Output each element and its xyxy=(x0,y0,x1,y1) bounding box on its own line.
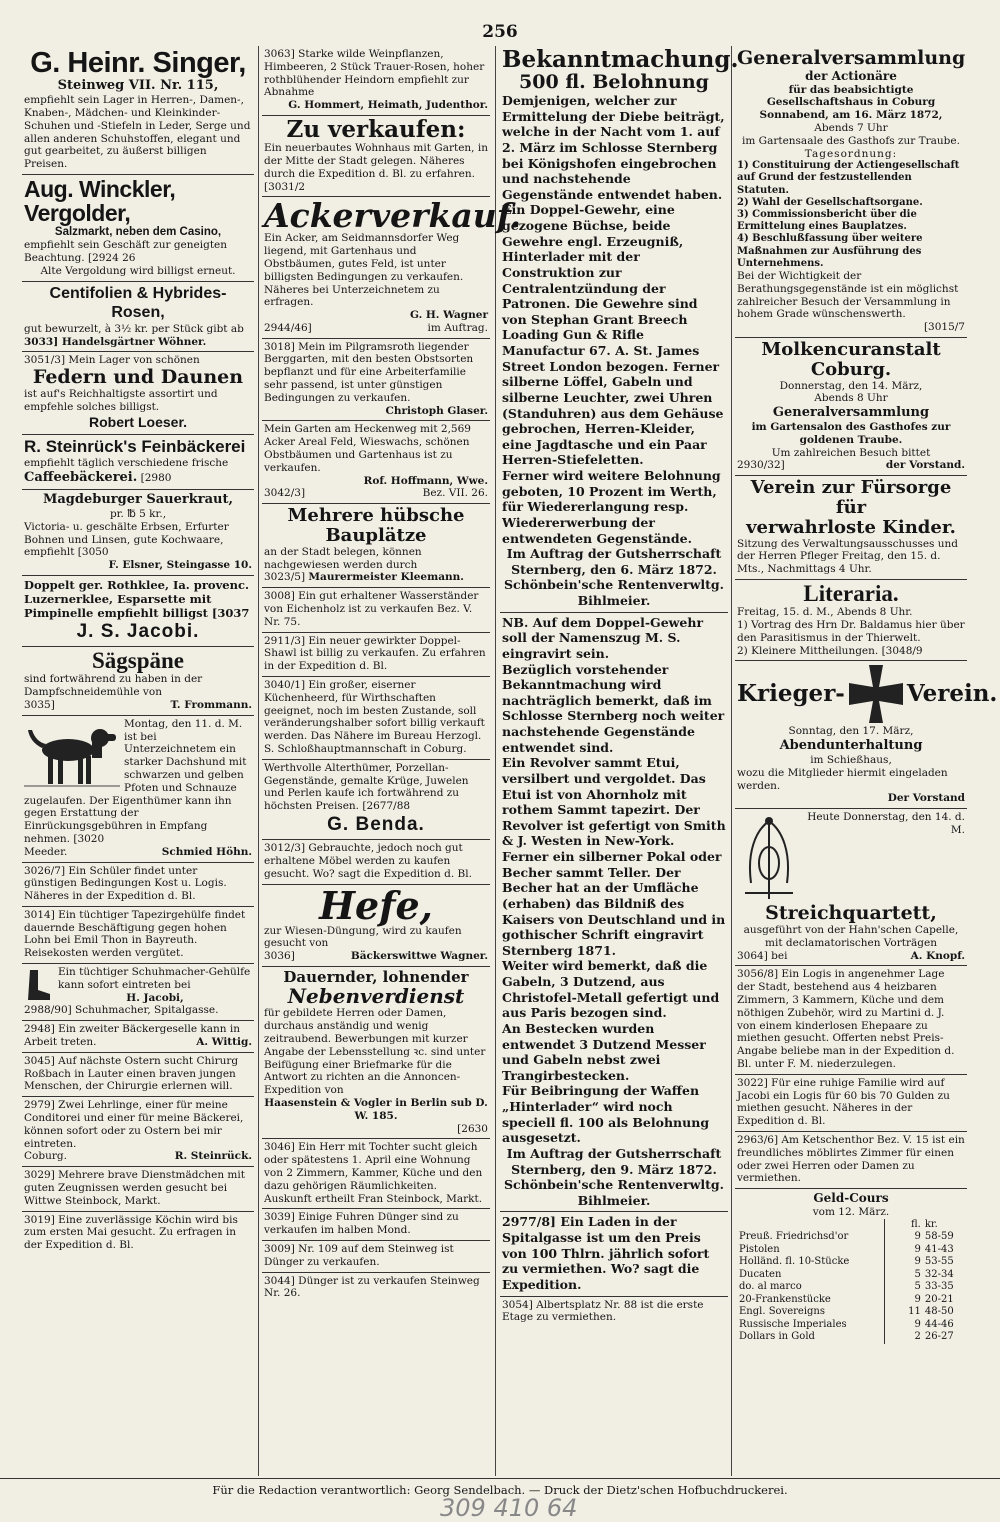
rate-kr: 20-21 xyxy=(924,1293,954,1305)
ad-title-2: verwahrloste Kinder. xyxy=(746,516,956,538)
ad-event: Generalversammlung xyxy=(772,405,930,421)
ad-text: zur Wiesen-Düngung, wird zu kaufen gesucht von xyxy=(264,924,462,950)
ad-date: Donnerstag, den 14. März, xyxy=(779,379,923,392)
rate-row xyxy=(737,1244,965,1257)
ad-text: 3014] Ein tüchtiger Tapezirgehülfe findet dauernde Beschäftigung gegen hohen Lohn bei Emil Thon in Bayreuth. Reisekosten werden vergütet. xyxy=(24,908,246,960)
ad-text: 3056/8] Ein Logis in angenehmer Lage der Stadt, bestehend aus 4 heizbaren Zimmern, 3 Kammern, Küche und dem nöthigen Zubehör, wird zu Martini d. J. von einem kinderlosen Ehepaare zu miethen gesucht. Offerten nebst Preis-Angabe beliebe man in der Expedition d. Bl. unter F. M. niederzulegen. xyxy=(737,968,955,1071)
ad-title: Hefe, xyxy=(319,882,433,928)
ad-text: 3044] Dünger ist zu verkaufen Steinweg Nr. 26. xyxy=(264,1274,480,1300)
notice-paragraph: Bezüglich vorstehender Bekanntmachung wird nachträglich bemerkt, daß im Schlosse Sternberg noch weiter nachstehende Gegenstände entwendet sind. xyxy=(502,661,725,755)
ad-place: im Gartensaale des Gasthofs zur Traube. xyxy=(742,134,960,147)
ad-laden xyxy=(500,1212,728,1296)
ad-garten xyxy=(262,421,490,504)
ad-item: 2) Kleinere Mittheilungen. [3048/9 xyxy=(737,644,923,657)
ad-wasserstaender xyxy=(262,588,490,632)
rate-kr: 41-43 xyxy=(924,1243,954,1255)
ad-kuechenheerd xyxy=(262,677,490,760)
ad-centifolien xyxy=(22,282,254,353)
column-4 xyxy=(735,46,998,1476)
notice-signature: Schönbein'sche Rentenverwltg. xyxy=(504,1177,724,1193)
ad-title-2: Rosen, xyxy=(111,304,165,322)
ad-zu-verkaufen xyxy=(262,116,490,197)
ad-tapezierer xyxy=(22,907,254,964)
rate-head-fl: fl. xyxy=(884,1219,923,1232)
ad-text: Ein tüchtiger Schuhmacher-Gehülfe kann sofort eintreten bei xyxy=(58,966,251,991)
ad-code: 2944/46] xyxy=(264,321,312,334)
ad-koechin xyxy=(22,1212,254,1255)
notice-paragraph: Ferner ein silberner Pokal oder Becher sammt Teller. Der Becher hat an der Umfläche (erhaben) das Bildniß des Kaisers von Deutschland und in gothischer Schrift eingravirt Sternberg 1871. xyxy=(502,849,726,958)
ad-place: im Schießhaus, xyxy=(810,753,892,766)
ad-text: gut bewurzelt, à 3½ kr. per Stück gibt ab xyxy=(24,322,244,335)
ad-duenger-2 xyxy=(262,1241,490,1273)
ad-wohnung xyxy=(262,1139,490,1209)
cours-title: Geld-Cours xyxy=(813,1191,889,1206)
rate-fl: 11 xyxy=(884,1306,923,1319)
agenda-item: 2) Wahl der Gesellschaftsorgane. xyxy=(737,196,923,208)
ad-code: [3015/7 xyxy=(923,321,965,334)
ad-text: ist auf's Reichhaltigste assortirt und empfehle solches billigst. xyxy=(24,388,218,413)
ad-title: Literaria. xyxy=(803,580,899,606)
cours-date: vom 12. März. xyxy=(812,1205,890,1218)
ad-signature: T. Frommann. xyxy=(170,698,252,711)
column-2 xyxy=(262,46,522,1476)
ad-item: 1) Vortrag des Hrn Dr. Baldamus hier über den Parasitismus in der Thierwelt. xyxy=(737,618,965,644)
ad-logis-1 xyxy=(735,966,967,1074)
ad-text: 3040/1] Ein großer, eiserner Küchenheerd, für Wirthschaften geeignet, noch im besten Zustande, soll veränderungshalber sofort billig verkauft werden. Das Nähere im Bureau Herzogl. S. Schloßhauptmannschaft in Coburg. xyxy=(264,679,485,755)
rate-fl: 2 xyxy=(884,1331,923,1344)
column-rule xyxy=(258,46,259,1476)
ad-signature: Bäckerswittwe Wagner. xyxy=(350,950,488,963)
ad-text: Werthvolle Alterthümer, Porzellan-Gegenstände, gemalte Krüge, Juwelen und Perlen kaufe ich fortwährend zu höchsten Preisen. [2677/88 xyxy=(264,761,469,813)
iron-cross-icon xyxy=(845,663,907,725)
ad-title: Mehrere hübsche Bauplätze xyxy=(287,505,465,547)
ad-duenger-1 xyxy=(262,1209,490,1241)
ad-signature: Christoph Glaser. xyxy=(385,404,488,417)
ad-schuhmacher xyxy=(22,964,254,1021)
rate-fl: 9 xyxy=(884,1231,923,1244)
ad-signature: H. Jacobi, xyxy=(126,991,184,1004)
ad-steinrueck xyxy=(22,435,254,490)
ad-berggarten xyxy=(262,339,490,422)
rate-fl: 5 xyxy=(884,1269,923,1282)
ad-bauplaetze xyxy=(262,504,490,588)
ad-title: Centifolien & Hybrides- xyxy=(49,284,227,302)
ad-lehrlinge xyxy=(22,1097,254,1167)
ad-verein-fuersorge xyxy=(735,476,967,580)
rate-kr: 26-27 xyxy=(924,1331,954,1343)
ad-elsner xyxy=(22,490,254,576)
rate-row xyxy=(737,1281,965,1294)
boot-icon xyxy=(24,968,54,1002)
rate-name: Pistolen xyxy=(739,1243,780,1255)
ad-signature: Der Vorstand xyxy=(887,792,965,805)
ad-title: Ackerverkauf. xyxy=(264,196,522,236)
ad-text: Ein neuerbautes Wohnhaus mit Garten, in der Mitte der Stadt gelegen. Näheres durch die Expedition d. Bl. zu erfahren. [3031/2 xyxy=(264,142,488,193)
rate-fl: 9 xyxy=(884,1256,923,1269)
agenda-item: 4) Beschlußfassung über weitere Maßnahmen zur Ausführung des Unternehmens. xyxy=(737,233,923,269)
agenda-item: 3) Commissionsbericht über die Ermittelung eines Bauplatzes. xyxy=(737,209,917,233)
page-number: 256 xyxy=(482,22,518,42)
ad-text: 3054] Albertsplatz Nr. 88 ist die erste Etage zu vermiethen. xyxy=(502,1298,704,1324)
ad-code: 3051/3] Mein Lager von schönen xyxy=(24,354,200,367)
ad-title: Krieger- xyxy=(737,680,845,708)
column-rule xyxy=(731,46,732,1476)
ad-text: 2977/8] Ein Laden in der Spitalgasse ist um den Preis von 100 Thlrn. jährlich sofort zu vermiethen. Wo? sagt die Expedition. xyxy=(502,1214,710,1292)
ad-text: empfiehlt täglich verschiedene frische xyxy=(24,457,229,470)
ad-signature: A. Wittig. xyxy=(196,1036,252,1049)
ad-signature: Robert Loeser. xyxy=(88,413,188,430)
pencil-annotation: 309 410 64 xyxy=(440,1494,578,1522)
ad-text: 3029] Mehrere brave Dienstmädchen mit guten Zeugnissen werden gesucht bei Wittwe Steinbock, Markt. xyxy=(24,1169,245,1207)
ad-text: 2963/6] Am Ketschenthor Bez. V. 15 ist ein freundliches möblirtes Zimmer für einen oder zwei Herren oder Damen zu vermiethen. xyxy=(737,1134,965,1185)
music-trophy-icon xyxy=(737,813,801,903)
ad-address: Bez. VII. 26. xyxy=(422,487,488,500)
ad-ackerverkauf xyxy=(262,196,522,338)
ad-jacobi xyxy=(22,576,254,647)
ad-text: 3018] Mein im Pilgramsroth liegender Berggarten, mit den besten Obstsorten bepflanzt und für eine Arbeiterfamilie sehr passend, ist unter günstigen Bedingungen zu verkaufen. xyxy=(264,340,474,404)
footer-imprint: Für die Redaction verantwortlich: Georg Sendelbach. — Druck der Dietz'schen Hofbuchdruckerei. xyxy=(0,1478,1000,1497)
rate-kr: 32-34 xyxy=(924,1268,954,1280)
notice-body: Demjenigen, welcher zur Ermittelung der Diebe beiträgt, welche in der Nacht vom 1. auf 2. März im Schlosse Sternberg bei Königshofen eingebrochen und nachstehende Gegenstände entwendet haben. xyxy=(502,93,725,202)
ad-signature: F. Elsner, Steingasse 10. xyxy=(108,559,252,572)
rate-kr: 44-46 xyxy=(924,1318,954,1330)
ad-note: im Auftrag. xyxy=(427,321,488,334)
rate-row xyxy=(737,1306,965,1319)
ad-place: Meeder. xyxy=(24,845,68,858)
rate-name: Dollars in Gold xyxy=(739,1331,815,1343)
ad-text: 3026/7] Ein Schüler findet unter günstigen Bedingungen Kost u. Logis. Näheres in der Expedition d. Bl. xyxy=(24,864,227,903)
ad-signature: G. H. Wagner xyxy=(409,309,488,322)
ad-singer xyxy=(22,46,254,175)
ad-title: Molkencuranstalt Coburg. xyxy=(761,338,941,380)
rate-row xyxy=(737,1256,965,1269)
ad-text: ausgeführt von der Hahn'schen Capelle, mit declamatorischen Vorträgen xyxy=(743,924,959,949)
ad-address: Steinweg VII. Nr. 115, xyxy=(57,78,219,94)
ad-signature: G. Hommert, Heimath, Judenthor. xyxy=(288,99,488,112)
ad-code: 3064] xyxy=(737,949,768,962)
ad-signature: R. Steinrück. xyxy=(174,1150,252,1163)
notice-signature: Bihlmeier. xyxy=(577,593,651,609)
ad-title: Aug. Winckler, Vergolder, xyxy=(24,176,176,227)
ad-geld-cours xyxy=(735,1189,967,1346)
ad-price: pr. ℔ 5 kr., xyxy=(109,508,167,520)
ad-text: 2911/3] Ein neuer gewirkter Doppel-Shawl ist billig zu verkaufen. Zu erfahren in der Expedition d. Bl. xyxy=(264,634,486,673)
ad-event: Abendunterhaltung xyxy=(779,738,923,754)
ad-place: im Gartensalon des Gasthofes zur goldenen Traube. xyxy=(751,421,951,446)
notice-paragraph: Ein Doppel-Gewehr, eine gezogene Büchse, beide Gewehre engl. Erzeugniß, Hinterlader mit der Construktion zur Centralentzündung der Patronen. Die Gewehre sind von Stephan Grant Breech Loading Gun & Rifle Manufactur 67. A. St. James Street London bezogen. Ferner silberne Löffel, Gabeln und silberne Leuchter, zwei Uhren (Standuhren) aus dem Gehäuse gebrochen, Herren-Kleider, eine Jagdtasche und ein Paar Herren-Stiefeletten. xyxy=(502,202,724,468)
ad-signature: Haasenstein & Vogler in Berlin sub D. W. 185. xyxy=(264,1097,488,1122)
rate-row xyxy=(737,1231,965,1244)
rate-fl: 9 xyxy=(884,1294,923,1307)
ad-schueler xyxy=(22,863,254,907)
ad-nebenverdienst xyxy=(262,967,490,1139)
ad-text: 3009] Nr. 109 auf dem Steinweg ist Dünger zu verkaufen. xyxy=(264,1242,454,1268)
ad-hefe xyxy=(262,882,490,967)
rate-row xyxy=(737,1269,965,1282)
ad-text: für gebildete Herren oder Damen, durchaus anständig und wenig zeitraubend. Bewerbungen mit kurzer Angabe der Lebensstellung ꝛc. sind unter Beifügung einer Briefmarke für die Antwort zu richten an die Annoncen-Expedition von xyxy=(264,1007,486,1097)
rate-kr: 53-55 xyxy=(924,1256,954,1268)
ad-text: an der Stadt belegen, können nachgewiesen werden durch xyxy=(264,545,422,571)
notice-paragraph: Ein Revolver sammt Etui, versilbert und vergoldet. Das Etui ist von Ahornholz mit rothem Sammt tapezirt. Der Revolver ist gefertigt von Smith & J. Westen in New-York. xyxy=(502,755,726,849)
ad-line: 2988/90] Schuhmacher, Spitalgasse. xyxy=(24,1004,219,1017)
ad-text: 2948] Ein zweiter Bäckergeselle kann in Arbeit treten. xyxy=(24,1023,241,1049)
ad-agenda xyxy=(737,160,965,270)
ad-note: Alte Vergoldung wird billigst erneut. xyxy=(40,264,236,277)
ad-generalversammlung xyxy=(735,46,967,338)
column-3 xyxy=(500,46,739,1476)
ad-date: Sonntag, den 17. März, xyxy=(788,725,914,738)
ad-code: 3042/3] xyxy=(264,487,306,500)
ad-benda xyxy=(262,760,490,840)
ad-title: Dauernder, lohnender xyxy=(283,967,469,986)
notice-paragraph: Weiter wird bemerkt, daß die Gabeln, 3 Dutzend, aus Christofel-Metall gefertigt und aus Paris bezogen sind. xyxy=(502,958,720,1021)
ad-text: empfiehlt sein Lager in Herren-, Damen-, Knaben-, Mädchen- und Kleinkinder-Schuhen und -Stiefeln in Leder, Serge und allen anderen Schuhstoffen, elegant und gut gearbeitet, zu äußerst billigen Preisen. xyxy=(24,94,251,171)
ad-molkencuranstalt xyxy=(735,338,967,476)
rate-kr: 33-35 xyxy=(924,1281,954,1293)
notice-reward: 500 fl. Belohnung xyxy=(519,71,709,94)
ad-signature: Schmied Höhn. xyxy=(161,845,252,858)
notice-paragraph: Ferner wird weitere Belohnung geboten, 10 Prozent im Werth, für Wiedererlangung resp. Wiedererwerbung der entwendeten Gegenstände. xyxy=(502,468,721,546)
rate-kr: 58-59 xyxy=(924,1231,954,1243)
ad-address: Salzmarkt, neben dem Casino, xyxy=(54,226,222,239)
ad-title: Sägspäne xyxy=(91,648,185,674)
ad-signature: Rof. Hoffmann, Wwe. xyxy=(363,474,488,487)
ad-title: Federn und Daunen xyxy=(32,366,244,389)
rate-name: Ducaten xyxy=(739,1268,782,1280)
rate-fl: 5 xyxy=(884,1281,923,1294)
notice-paragraph: An Bestecken wurden entwendet 3 Dutzend Messer und Gabeln nebst zwei Trangirbestecken. xyxy=(502,1020,706,1083)
rate-fl: 9 xyxy=(884,1244,923,1257)
rate-fl: 9 xyxy=(884,1319,923,1332)
ad-signature: G. Benda. xyxy=(327,813,425,835)
ad-text: 3008] Ein gut erhaltener Wasserständer von Eichenholz ist zu verkaufen Bez. V. Nr. 75. xyxy=(264,590,479,628)
rate-row xyxy=(737,1331,965,1344)
ad-krieger-verein xyxy=(735,661,998,809)
ad-text: 3012/3] Gebrauchte, jedoch noch gut erhaltene Möbel werden zu kaufen gesucht. Wo? sagt die Expedition d. Bl. xyxy=(264,842,472,880)
rate-name: do. al marco xyxy=(739,1281,802,1293)
ad-text: 3039] Einige Fuhren Dünger sind zu verkaufen im halben Mond. xyxy=(264,1211,459,1237)
ad-literaria xyxy=(735,580,967,661)
notice-nb: NB. Auf dem Doppel-Gewehr soll der Namenszug M. S. eingravirt sein. xyxy=(502,614,704,661)
ad-baecker xyxy=(22,1021,254,1053)
ad-text: Doppelt ger. Rothklee, Ia. provenc. Luzernerklee, Esparsette mit Pimpinelle empfiehlt billigst [3037 xyxy=(24,577,250,621)
ad-subtitle-2: für das beabsichtigte Gesellschaftshaus in Coburg xyxy=(766,83,936,109)
rate-kr: 48-50 xyxy=(924,1306,954,1318)
ad-duenger-3 xyxy=(262,1273,490,1304)
ad-date: Sonnabend, am 16. März 1872, xyxy=(759,109,943,122)
ad-code: [2980 xyxy=(140,472,172,485)
notice-signature: Schönbein'sche Rentenverwltg. xyxy=(504,577,724,593)
ad-text: Victoria- u. geschälte Erbsen, Erfurter Bohnen und Linsen, gute Kochwaare, empfiehlt [3050 xyxy=(24,520,229,559)
rate-head-kr: kr. xyxy=(924,1218,938,1230)
ad-streichquartett xyxy=(735,809,967,966)
rate-name: Russische Imperiales xyxy=(739,1318,847,1330)
ad-code: 3035] xyxy=(24,698,55,711)
ad-code: [2630 xyxy=(457,1122,488,1135)
ad-note: Um zahlreichen Besuch bittet xyxy=(771,446,931,459)
notice-title: Bekanntmachung. xyxy=(502,46,739,73)
ad-logis-2 xyxy=(735,1075,967,1132)
ad-text: 3045] Auf nächste Ostern sucht Chirurg Roßbach in Lauter einen braven jungen Menschen, der Chirurgie erlernen will. xyxy=(24,1054,239,1093)
ad-signature: J. S. Jacobi. xyxy=(76,621,200,643)
ad-title: Streichquartett, xyxy=(765,902,937,925)
rate-header xyxy=(737,1219,965,1232)
notice-signature: Im Auftrag der Gutsherrschaft Sternberg, den 9. März 1872. xyxy=(506,1145,722,1177)
ad-text: empfiehlt sein Geschäft zur geneigten Beachtung. [2924 26 xyxy=(24,239,228,265)
ad-text: 3019] Eine zuverlässige Köchin wird bis zum ersten Mai gesucht. Zu erfragen in der Expedition d. Bl. xyxy=(24,1213,238,1252)
ad-title: Generalversammlung xyxy=(737,47,966,69)
ad-title: R. Steinrück's Feinbäckerei xyxy=(24,436,246,456)
ad-text: Freitag, 15. d. M., Abends 8 Uhr. xyxy=(737,606,913,619)
column-1 xyxy=(22,46,254,1476)
ad-signature: 3033] Handelsgärtner Wöhner. xyxy=(24,335,207,348)
rate-name: Engl. Sovereigns xyxy=(739,1306,826,1318)
ad-code: 3036] xyxy=(264,950,295,963)
ad-shawl xyxy=(262,633,490,677)
ad-time: Abends 7 Uhr xyxy=(814,121,888,134)
ad-agenda-title: Tagesordnung: xyxy=(804,147,898,160)
ad-text: Mein Garten am Heckenweg mit 2,569 Acker Areal Feld, Wieswachs, schönen Obstbäumen und Gartenhaus ist zu verkaufen. xyxy=(264,423,471,474)
ad-moebel xyxy=(262,840,490,884)
notice-signature: Im Auftrag der Gutsherrschaft Sternberg, den 6. März 1872. xyxy=(506,546,722,577)
ad-bekanntmachung xyxy=(500,46,739,613)
ad-date: Heute Donnerstag, den 14. d. M. xyxy=(807,811,965,836)
ad-zimmer xyxy=(735,1132,967,1189)
ad-nachtrag xyxy=(500,613,728,1213)
notice-paragraph: Für Beibringung der Waffen „Hinterlader“ wird noch speciell fl. 100 als Belohnung ausgesetzt. xyxy=(502,1083,710,1146)
ad-bei: bei xyxy=(771,949,788,962)
ad-weinpflanzen xyxy=(262,46,490,116)
ad-title-2: Nebenverdienst xyxy=(287,984,465,1009)
ad-text: sind fortwährend zu haben in der Dampfschneidemühle von xyxy=(24,673,203,699)
ad-text: wozu die Mitglieder hiermit eingeladen werden. xyxy=(737,766,948,792)
ad-text: 2979] Zwei Lehrlinge, einer für meine Conditorei und einer für meine Bäckerei, können sofort oder zu Ostern bei mir eintreten. xyxy=(24,1099,244,1150)
ad-title: Magdeburger Sauerkraut, xyxy=(42,492,234,508)
ad-saegspaene xyxy=(22,647,254,716)
ad-loeser xyxy=(22,352,254,434)
ad-subtitle: der Actionäre xyxy=(805,68,897,83)
ad-title: G. Heinr. Singer, xyxy=(30,47,246,79)
rate-name: Holländ. fl. 10-Stücke xyxy=(739,1256,850,1268)
rate-table xyxy=(737,1219,965,1344)
ad-text: Montag, den 11. d. M. ist bei Unterzeichnetem ein starker Dachshund mit schwarzen und gelben Pfoten und Schnauze zugelaufen. Der Eigenthümer kann ihn gegen Erstattung der Einrückungsgebühren in Empfang nehmen. [3020 xyxy=(24,717,247,845)
rate-name: Preuß. Friedrichsd'or xyxy=(739,1231,849,1243)
ad-place: Coburg. xyxy=(24,1150,67,1163)
ad-etage xyxy=(500,1297,728,1328)
ad-item: Caffeebäckerei. xyxy=(24,470,138,486)
ad-dog xyxy=(22,716,254,863)
ad-dienstmaedchen xyxy=(22,1167,254,1211)
ad-code: 2930/32] xyxy=(737,459,785,472)
ad-winckler xyxy=(22,175,254,282)
column-rule xyxy=(495,46,496,1476)
ad-text: 3022] Für eine ruhige Familie wird auf Jacobi ein Logis für 60 bis 70 Gulden zu miethen gesucht. Näheres in der Expedition d. Bl. xyxy=(737,1076,950,1128)
ad-signature: Maurermeister Kleemann. xyxy=(308,571,464,584)
ad-text: Ein Acker, am Seidmannsdorfer Weg liegend, mit Gartenhaus und Obstbäumen, gutes Feld, ist unter billigsten Bedingungen zu verkaufen. Näheres bei Unterzeichnetem zu erfragen. xyxy=(264,232,464,309)
ad-signature: A. Knopf. xyxy=(910,949,965,962)
rate-name: 20-Frankenstücke xyxy=(739,1293,831,1305)
ad-title: Zu verkaufen: xyxy=(286,115,466,143)
rate-row xyxy=(737,1319,965,1332)
ad-text: 3063] Starke wilde Weinpflanzen, Himbeeren, 2 Stück Trauer-Rosen, hoher rothblühender Heindorn empfiehlt zur Abnahme xyxy=(264,48,485,99)
ad-text: 3046] Ein Herr mit Tochter sucht gleich oder spätestens 1. April eine Wohnung von 2 Zimmern, Kammer, Küche und den dazu gehörigen Räumlichkeiten. Auskunft ertheilt Fran Steinbock, Markt. xyxy=(264,1141,483,1205)
ad-time: Abends 8 Uhr xyxy=(814,392,888,405)
ad-text: Sitzung des Verwaltungsausschusses und der Herren Pfleger Freitag, den 15. d. Mts., Nachmittags 4 Uhr. xyxy=(737,537,959,576)
agenda-item: 1) Constituirung der Actiengesellschaft auf Grund der festzustellenden Statuten. xyxy=(737,160,960,196)
ad-code: 3023/5] xyxy=(264,571,306,584)
rate-row xyxy=(737,1294,965,1307)
ad-title: Verein zur Fürsorge für xyxy=(750,477,952,518)
ad-title-2: Verein. xyxy=(906,680,998,708)
dog-icon xyxy=(24,720,120,790)
ad-signature: der Vorstand. xyxy=(885,459,965,472)
ad-chirurg xyxy=(22,1053,254,1097)
ad-text: Bei der Wichtigkeit der Berathungsgegenstände ist ein möglichst zahlreicher Besuch der Versammlung in hohem Grade wünschenswerth. xyxy=(737,269,959,321)
notice-signature: Bihlmeier. xyxy=(577,1192,651,1208)
